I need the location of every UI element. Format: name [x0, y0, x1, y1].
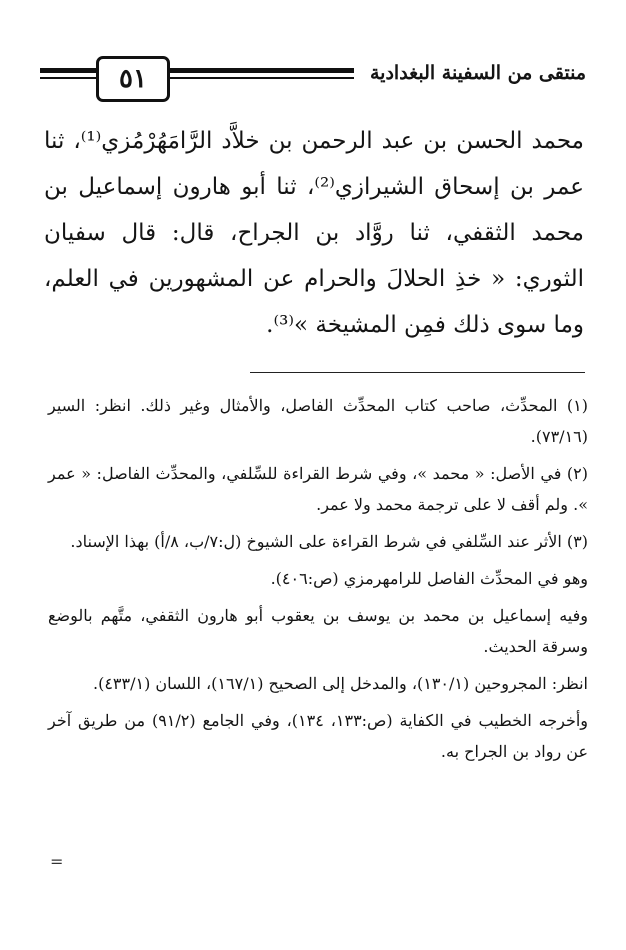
footnote-2: (٢) في الأصل: « محمد »، وفي شرط القراءة للسِّلفي، والمحدِّث الفاصل: « عمر ». ولم أقف لا على ترجمة محمد ولا عمر. — [48, 464, 588, 514]
main-paragraph: محمد الحسن بن عبد الرحمن بن خلاَّد الرَّامَهُرْمُزي⁽¹⁾، ثنا عمر بن إسحاق الشيرازي⁽²⁾، ثنا أبو هارون إسماعيل بن محمد الثقفي، ثنا روَّاد بن الجراح، قال: قال سفيان الثوري: « خذِ الحلالَ والحرام عن المشهورين في العلم، وما سوى ذلك فمِن المشيخة »⁽³⁾. — [44, 128, 585, 338]
footnote-3-paragraph-5: وأخرجه الخطيب في الكفاية (ص:١٣٣، ١٣٤)، وفي الجامع (٩١/٢) من طريق آخر عن رواد بن الجراح به. — [48, 711, 589, 761]
page-number-box — [96, 56, 170, 102]
footnote-3-paragraph-4: انظر: المجروحين (١٣٠/١)، والمدخل إلى الصحيح (١٦٧/١)، اللسان (٤٣٣/١). — [92, 674, 588, 693]
main-text — [44, 118, 584, 348]
page-number: ٥١ — [119, 64, 147, 94]
footnote-separator — [250, 372, 585, 373]
footnote-3-paragraph-3: وفيه إسماعيل بن محمد بن يوسف بن يعقوب أبو هارون الثقفي، متَّهم بالوضع وسرقة الحديث. — [48, 606, 588, 656]
page-header — [0, 48, 626, 108]
header-rule-bottom-right — [164, 77, 354, 79]
header-rule-top-right — [164, 68, 354, 73]
footnote-3: (٣) الأثر عند السِّلفي في شرط القراءة على الشيوخ (ل:٧/ب، ٨/أ) بهذا الإسناد. — [70, 532, 588, 551]
continuation-mark: = — [50, 852, 64, 871]
header-rule-top-left — [40, 68, 96, 73]
footnote-1: (١) المحدِّث، صاحب كتاب المحدِّث الفاصل، والأمثال وغير ذلك. انظر: السير (٧٣/١٦). — [48, 396, 589, 446]
footnote-3-paragraph-2: وهو في المحدِّث الفاصل للرامهرمزي (ص:٤٠٦). — [270, 569, 588, 588]
running-title: منتقى من السفينة البغدادية — [369, 62, 586, 84]
footnotes — [48, 390, 588, 773]
header-rule-bottom-left — [40, 77, 96, 79]
